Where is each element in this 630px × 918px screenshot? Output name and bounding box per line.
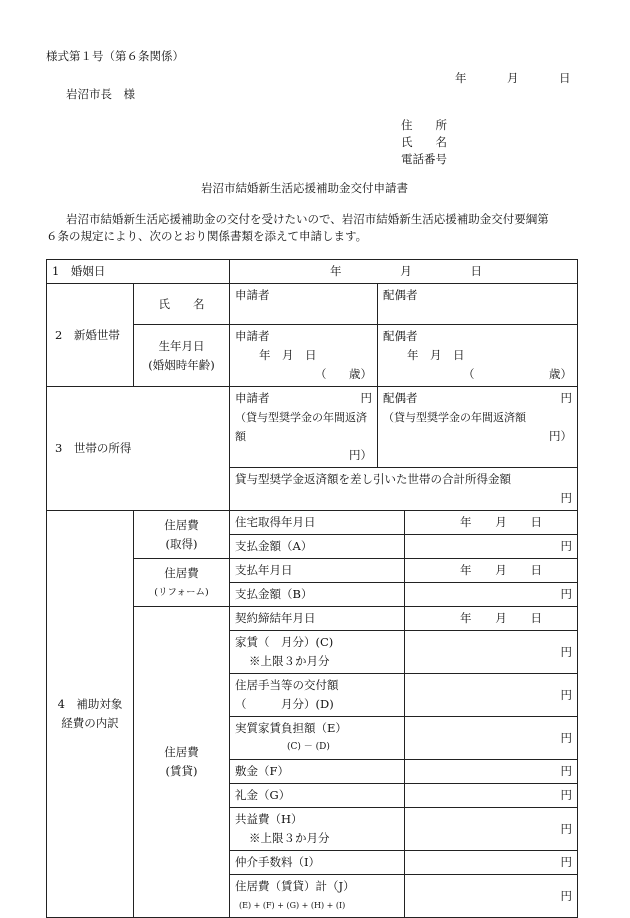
acquire-category [134, 511, 230, 559]
date-day: 日 [559, 71, 571, 85]
rent-total-label-2: (E) + (F) + (G) + (H) + (I) [239, 901, 346, 910]
spouse-birth-label: 配偶者 [383, 329, 418, 343]
applicant-loan-note: （貸与型奨学金の年間返済額 [235, 411, 368, 443]
spouse-income-label: 配偶者 [383, 391, 418, 405]
household-name-row [47, 284, 578, 325]
rent-category [134, 607, 230, 918]
page-title: 岩沼市結婚新生活応援補助金交付申請書 [201, 181, 408, 195]
intro-line-1: 岩沼市結婚新生活応援補助金の交付を受けたいので、岩沼市結婚新生活応援補助金交付要綱第 [66, 212, 549, 226]
rent-total-label-1: 住居費（賃貸）計（J） [235, 879, 355, 893]
deposit-value[interactable]: 円 [405, 760, 578, 784]
marriage-date-label: 1 婚姻日 [47, 260, 230, 284]
con-year: 年 [460, 611, 472, 625]
applicant-income-cell[interactable] [230, 387, 378, 468]
ref-month: 月 [495, 563, 507, 577]
housing-allowance-label [230, 674, 405, 717]
name-header: 氏 名 [134, 284, 230, 325]
ref-year: 年 [460, 563, 472, 577]
acquire-date-label: 住宅取得年月日 [230, 511, 405, 535]
deposit-label: 敷金（F） [230, 760, 405, 784]
actual-rent-label [230, 717, 405, 760]
applicant-birth-cell[interactable] [230, 325, 378, 387]
con-day: 日 [530, 611, 543, 625]
date-year: 年 [455, 71, 467, 85]
applicant-income-label: 申請者 [235, 391, 270, 405]
intro-line-2: ６条の規定により、次のとおり関係書類を添えて申請します。 [46, 229, 368, 243]
reform-category-2: (リフォーム) [154, 586, 209, 598]
con-month: 月 [495, 611, 507, 625]
applicant-age-open: （ [315, 367, 327, 381]
form-number: 様式第１号（第６条関係） [46, 49, 184, 63]
income-total-label: 貸与型奨学金返済額を差し引いた世帯の合計所得金額 [235, 472, 512, 486]
housing-allowance-value[interactable]: 円 [405, 674, 578, 717]
acquire-amount-label: 支払金額（A） [230, 535, 405, 559]
reform-amount-label: 支払金額（B） [230, 583, 405, 607]
spouse-birth-date: 年 月 日 [407, 348, 465, 362]
applicant-name-label: 申請者 [235, 288, 270, 302]
common-fee-label-2: ※上限３か月分 [249, 831, 330, 845]
acquire-category-1: 住居費 [164, 517, 199, 532]
rent-label-1: 家賃（ 月分）(C) [235, 635, 334, 649]
common-fee-label-1: 共益費（H） [235, 812, 303, 826]
rent-category-1: 住居費 [164, 745, 199, 759]
applicant-age-close: 歳） [349, 367, 373, 381]
marriage-date-row [47, 260, 578, 284]
common-fee-label [230, 808, 405, 851]
housing-allowance-label-2: （ 月分）(D) [235, 697, 334, 711]
spouse-age-close: 歳） [549, 367, 573, 381]
common-fee-value[interactable]: 円 [405, 808, 578, 851]
acquire-date-row [47, 511, 578, 535]
expenses-label [47, 511, 134, 918]
actual-rent-label-2: (C) － (D) [287, 742, 330, 752]
birth-label: 生年月日 [158, 338, 205, 353]
spouse-birth-cell[interactable] [378, 325, 578, 387]
addressee: 岩沼市長 様 [66, 87, 135, 101]
rent-value[interactable]: 円 [405, 631, 578, 674]
income-total-yen: 円 [560, 491, 573, 505]
acquire-amount-value[interactable]: 円 [405, 535, 578, 559]
applicant-income-yen: 円 [360, 391, 373, 405]
household-label: 2 新婚世帯 [47, 284, 134, 387]
rent-category-2: (賃貸) [165, 764, 198, 778]
reform-date-value[interactable] [405, 559, 578, 583]
contract-date-value[interactable] [405, 607, 578, 631]
marriage-month: 月 [400, 264, 412, 278]
rent-label [230, 631, 405, 674]
birth-header [134, 325, 230, 387]
reform-date-label: 支払年月日 [230, 559, 405, 583]
spouse-age-open: （ [463, 367, 475, 381]
actual-rent-label-1: 実質家賃負担額（E） [235, 721, 347, 735]
acq-day: 日 [530, 515, 543, 529]
applicant-birth-date: 年 月 日 [259, 348, 317, 362]
marriage-day: 日 [470, 264, 483, 278]
key-money-label: 礼金（G） [230, 784, 405, 808]
reform-amount-value[interactable]: 円 [405, 583, 578, 607]
address-label: 住 所 [401, 118, 447, 132]
reform-category [134, 559, 230, 607]
marriage-year: 年 [330, 264, 342, 278]
spouse-name-label: 配偶者 [383, 288, 418, 302]
rent-label-2: ※上限３か月分 [249, 654, 330, 668]
housing-allowance-label-1: 住居手当等の交付額 [235, 678, 339, 692]
acq-year: 年 [460, 515, 472, 529]
key-money-value[interactable]: 円 [405, 784, 578, 808]
applicant-name-cell[interactable] [230, 284, 378, 325]
acquire-category-2: (取得) [165, 536, 198, 551]
income-row [47, 387, 578, 468]
acq-month: 月 [495, 515, 507, 529]
reform-category-1: 住居費 [164, 565, 199, 580]
name-label: 氏 名 [401, 135, 447, 149]
marriage-age-label: (婚姻時年齢) [148, 357, 215, 372]
income-label: 3 世帯の所得 [47, 387, 230, 511]
broker-fee-label: 仲介手数料（I） [230, 851, 405, 875]
expenses-label-1: 4 補助対象 [57, 697, 123, 711]
applicant-loan-yen: 円） [349, 448, 373, 462]
rent-total-label [230, 875, 405, 918]
spouse-loan-yen: 円） [549, 429, 573, 443]
acquire-date-value[interactable] [405, 511, 578, 535]
applicant-birth-label: 申請者 [235, 329, 270, 343]
rent-total-value[interactable]: 円 [405, 875, 578, 918]
spouse-loan-note: （貸与型奨学金の年間返済額 [383, 411, 527, 424]
expenses-label-2: 経費の内訳 [61, 716, 119, 730]
phone-label: 電話番号 [401, 152, 447, 166]
actual-rent-value[interactable]: 円 [405, 717, 578, 760]
contract-date-label: 契約締結年月日 [230, 607, 405, 631]
broker-fee-value[interactable]: 円 [405, 851, 578, 875]
application-table [46, 259, 578, 918]
ref-day: 日 [530, 563, 543, 577]
income-total-cell[interactable] [230, 468, 578, 511]
spouse-name-cell[interactable] [378, 284, 578, 325]
spouse-income-cell[interactable] [378, 387, 578, 468]
date-month: 月 [507, 71, 519, 85]
spouse-income-yen: 円 [560, 391, 573, 405]
marriage-date-value[interactable] [230, 260, 578, 284]
